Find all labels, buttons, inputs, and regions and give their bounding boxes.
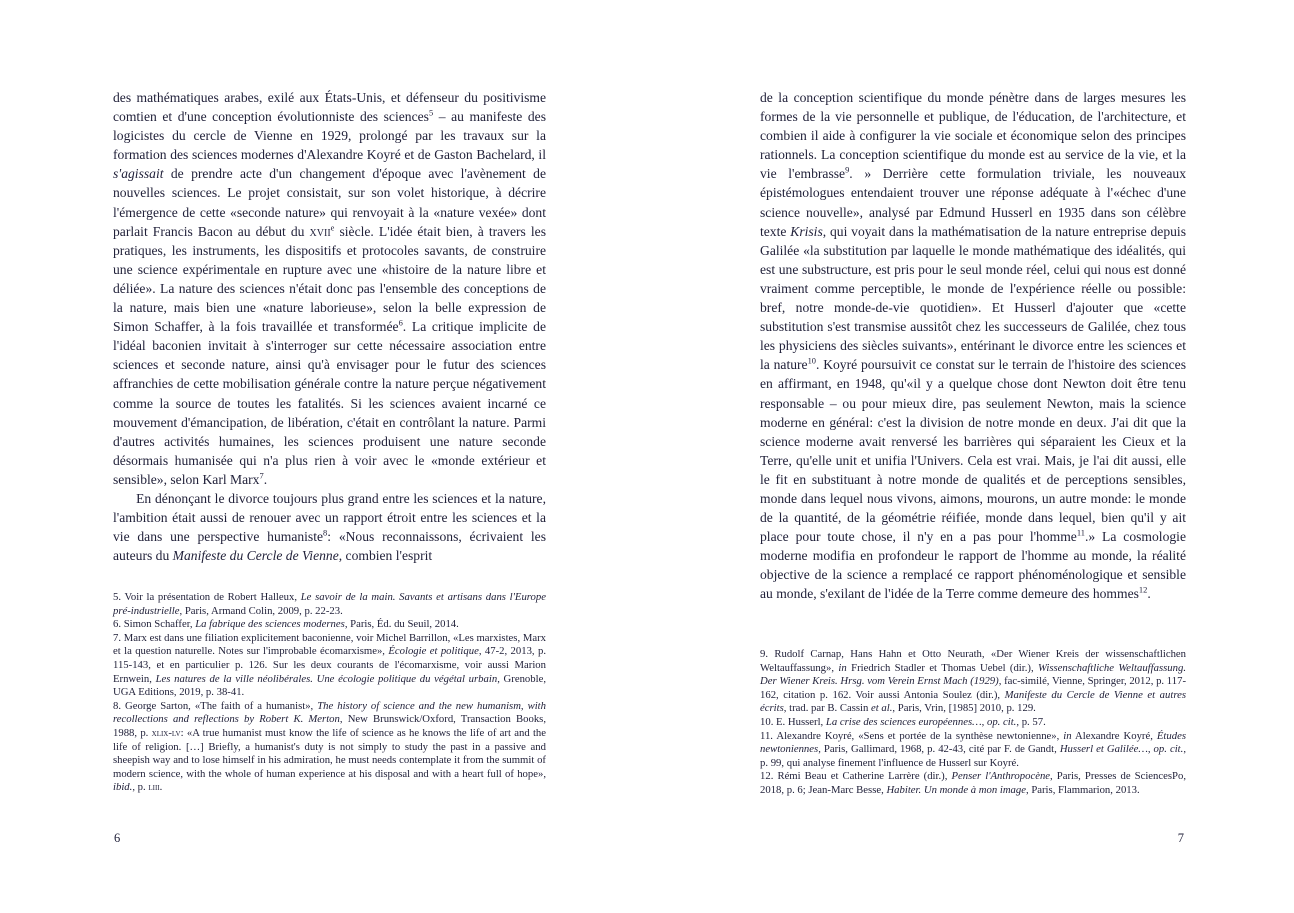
text-run: , p. 99, qui analyse finement l'influence de Husserl sur Koyré.: [760, 743, 1186, 769]
text-run: ibid.: [113, 781, 133, 794]
text-run: in: [1063, 729, 1072, 742]
text-run: Wissenschaftliche Weltauffassung. Der Wiener Kreis. Hrsg. vom Verein Ernst Mach (1929): [760, 661, 1186, 688]
text-run: 6. Simon Schaffer,: [113, 618, 196, 631]
text-run: , Paris, Éd. du Seuil, 2014.: [344, 618, 459, 631]
superscript: e: [330, 222, 335, 233]
text-run: , Paris, Vrin, [1985] 2010, p. 129.: [892, 702, 1036, 715]
text-run: : «Nous reconnaissons, écrivaient les auteurs du: [113, 529, 546, 564]
text-run: , Grenoble, UGA Editions, 2019, p. 38-41.: [113, 672, 546, 699]
text-run: xvii: [309, 223, 331, 239]
text-run: . Koyré poursuivit ce constat sur le terrain de l'histoire des sciences en affirmant, en 1948, qu'«il y a quelque chose dont Newton doit être tenu responsable – ou pour mieux dire, pas seulement Newton, mais la science moderne en général: c'est la division de notre monde en deux. J'ai dit que la science moderne avait renversé les barrières qui séparaient les Cieux et la Terre, qu'elle unit et unifia l'Univers. Cela est vrai. Mais, je l'ai dit aussi, elle le fit en substituant à notre monde de qualités et de perceptions sensibles, monde dans lequel nous vivons, aimons, mourons, un autre monde: le monde de la quantité, de la géométrie réifiée, monde dans lequel, bien qu'il y ait place pour toute chose, il n'y en a pas pour l'homme: [760, 357, 1186, 545]
text-run: En dénonçant le divorce toujours plus grand entre les sciences et la nature, l'ambition était aussi de renouer avec un rapport étroit entre les sciences et la vie dans une perspective humaniste: [113, 490, 546, 545]
text-run: des mathématiques arabes, exilé aux États-Unis, et défenseur du positivisme comtien et d'une conception évolutionniste des sciences: [113, 90, 546, 125]
text-run: Krisis: [790, 223, 823, 239]
text-run: , Paris, Presses de SciencesPo, 2018, p. 6; Jean-Marc Besse,: [760, 770, 1186, 796]
footnote: [113, 591, 546, 618]
superscript: 10: [807, 355, 816, 366]
page-number: 7: [1177, 831, 1184, 845]
text-run: 10. E. Husserl,: [760, 715, 826, 728]
text-run: siècle. L'idée était bien, à travers les pratiques, les instruments, les dispositifs et protocoles savants, de construire une science expérimentale en rupture avec une «histoire de la nature libre et déliée». La nature des sciences n'était donc pas l'ensemble des conceptions de la nature, mais bien une «nature laborieuse», selon la belle expression de Simon Schaffer, à la fois travaillée et transformée: [113, 223, 546, 335]
text-run: . » Derrière cette formulation triviale, les nouveaux épistémologues entendaient trouver une réponse adéquate à l'«échec d'une science nouvelle», analysé par Edmund Husserl en 1935 dans son célèbre texte: [760, 166, 1187, 239]
text-run: La crise des sciences européennes…, op. cit.: [825, 715, 1017, 728]
body-text-left: [113, 88, 546, 565]
text-run: Le savoir de la main. Savants et artisans dans l'Europe pré-industrielle: [113, 591, 546, 617]
text-run: The history of science and the new humanism, with recollections and reflections by Robert K. Merton: [113, 699, 546, 726]
text-run: , trad. par B. Cassin: [783, 702, 872, 715]
page-number: 6: [114, 831, 121, 845]
text-run: .: [1147, 586, 1151, 602]
page-left: [113, 0, 546, 913]
page-right: [760, 0, 1186, 913]
text-run: , 47-2, 2013, p. 115-143, et en particulier p. 126. Sur les deux courants de l'écomarxisme, voir aussi Marion Ernwein,: [113, 645, 546, 685]
footnotes-left: [113, 591, 546, 795]
superscript: 9: [845, 164, 850, 175]
text-run: Alexandre Koyré,: [1071, 729, 1157, 742]
footnote: [760, 648, 1186, 716]
superscript: 5: [428, 107, 434, 118]
footnote: [760, 716, 1186, 730]
text-run: xlix-lv: [151, 726, 181, 739]
footnote: [113, 632, 546, 700]
text-run: Écologie et politique: [388, 645, 479, 658]
superscript: 11: [1076, 527, 1085, 538]
text-run: , Paris, Gallimard, 1968, p. 42-43, cité par F. de Gandt,: [818, 743, 1060, 756]
text-run: Manifeste du Cercle de Vienne: [172, 548, 339, 564]
text-run: , Paris, Flammarion, 2013.: [1025, 783, 1140, 796]
text-run: liii: [148, 781, 160, 794]
text-run: , fac-similé, Vienne, Springer, 2012, p. 117-162, citation p. 162. Voir aussi Antonia Soulez (dir.),: [760, 675, 1186, 701]
footnote: [760, 730, 1186, 771]
text-run: Manifeste du Cercle de Vienne et autres écrits: [760, 688, 1186, 715]
text-run: , Paris, Armand Colin, 2009, p. 22-23.: [179, 604, 343, 617]
text-run: La fabrique des sciences modernes: [195, 618, 345, 631]
text-run: et al.: [871, 702, 893, 715]
body-text-right: [760, 88, 1186, 604]
superscript: 6: [398, 317, 403, 328]
text-run: s'agissait: [113, 166, 164, 182]
text-run: in: [838, 661, 847, 674]
footnote: [113, 700, 546, 795]
text-run: 7. Marx est dans une filiation explicitement baconienne, voir Michel Barrillon, «Les marxistes, Marx et la question naturelle. Notes sur l'improbable écomarxisme»,: [113, 631, 546, 658]
paragraph: [113, 489, 546, 565]
text-run: , combien l'esprit: [338, 548, 433, 564]
superscript: 7: [259, 470, 264, 481]
text-run: .: [159, 781, 163, 794]
text-run: .» La cosmologie moderne modifia en profondeur le rapport de l'homme au monde, la réalité objective de la science a remplacé ce rapport phénoménologique et sensible au monde, s'exilant de l'idée de la Terre comme demeure des hommes: [760, 529, 1186, 602]
text-run: Friedrich Stadler et Thomas Uebel (dir.),: [846, 661, 1039, 674]
paragraph: [760, 88, 1186, 604]
text-run: de la conception scientifique du monde pénètre dans de larges mesures les formes de la vie personnelle et publique, de l'éducation, de l'architecture, et combien il aide à configurer la vie sociale et économique selon des principes rationnels. La conception scientifique du monde est au service de la vie, et la vie l'embrasse: [760, 90, 1186, 182]
text-run: , p. 57.: [1016, 715, 1046, 728]
text-run: 12. Rémi Beau et Catherine Larrère (dir.),: [760, 770, 952, 783]
text-run: : «A true humanist must know the life of science as he knows the life of art and the life of religion. […] Briefly, a humanist's duty is not simply to study the past in a passive and sheepish way and to lose himself in his admiration, he must needs contemplate it from the summit of modern science, with the whole of human experience at his disposal and with a heart full of hope»,: [113, 726, 546, 780]
text-run: , New Brunswick/Oxford, Transaction Books, 1988, p.: [113, 713, 546, 739]
text-run: de prendre acte d'un changement d'époque avec l'avènement de nouvelles sciences. Le projet consistait, sur son volet historique, à décrire l'émergence de cette «seconde nature» qui renvoyait à la «nature vexée» dont parlait Francis Bacon au début du: [113, 166, 546, 239]
footnote: [760, 770, 1186, 797]
text-run: .: [263, 471, 268, 487]
footnote: [113, 618, 546, 632]
text-run: . La critique implicite de l'idéal baconien invitait à s'interroger sur cette nécessaire association entre sciences et seconde nature, ainsi qu'à envisager pour le futur des sciences affranchies de cette mobilisation générale contre la nature perçue négativement comme la source de toutes les fatalités. Si les sciences avaient incarné ce mouvement d'émancipation, de libération, c'était en contrôlant la nature. Parmi d'autres activités humaines, les sciences produisent une nature seconde désormais humanisée qui n'a plus rien à voir avec le «monde extérieur et sensible», selon Karl Marx: [113, 319, 547, 487]
text-run: , p.: [132, 781, 149, 794]
superscript: 8: [323, 527, 328, 538]
superscript: 12: [1138, 584, 1148, 595]
text-run: 9. Rudolf Carnap, Hans Hahn et Otto Neurath, «Der Wiener Kreis der wissenschaftlichen Weltauffassung»,: [760, 648, 1186, 674]
text-run: Habiter. Un monde à mon image: [886, 783, 1026, 796]
text-run: 8. George Sarton, «The faith of a humanist»,: [113, 699, 318, 712]
text-run: , qui voyait dans la mathématisation de la nature entreprise depuis Galilée «la substitution par laquelle le monde mathématique des idéalités, qui est une substructure, est pris pour le seul monde réel, celui qui nous est donné vraiment comme perceptible, le monde de l'expérience réelle ou possible: bref, notre monde-de-vie quotidien». Et Husserl d'ajouter que «cette substitution s'est transmise aussitôt chez les successeurs de Galilée, chez tous les physiciens des siècles suivants», entérinant le divorce entre les sciences et la nature: [760, 223, 1186, 373]
text-run: Penser l'Anthropocène: [951, 770, 1051, 783]
text-run: 11. Alexandre Koyré, «Sens et portée de la synthèse newtonienne»,: [760, 729, 1064, 742]
paragraph: [113, 88, 546, 489]
text-run: – au manifeste des logicistes du cercle de Vienne en 1929, prolongé par les travaux sur la formation des sciences modernes d'Alexandre Koyré et de Gaston Bachelard, il: [113, 109, 547, 163]
footnotes-right: [760, 648, 1186, 798]
text-run: Études newtoniennes: [760, 729, 1186, 756]
text-run: 5. Voir la présentation de Robert Halleux,: [113, 591, 301, 603]
text-run: Les natures de la ville néolibérales. Une écologie politique du végétal urbain: [155, 672, 498, 685]
text-run: Husserl et Galilée…, op. cit.: [1059, 743, 1184, 756]
